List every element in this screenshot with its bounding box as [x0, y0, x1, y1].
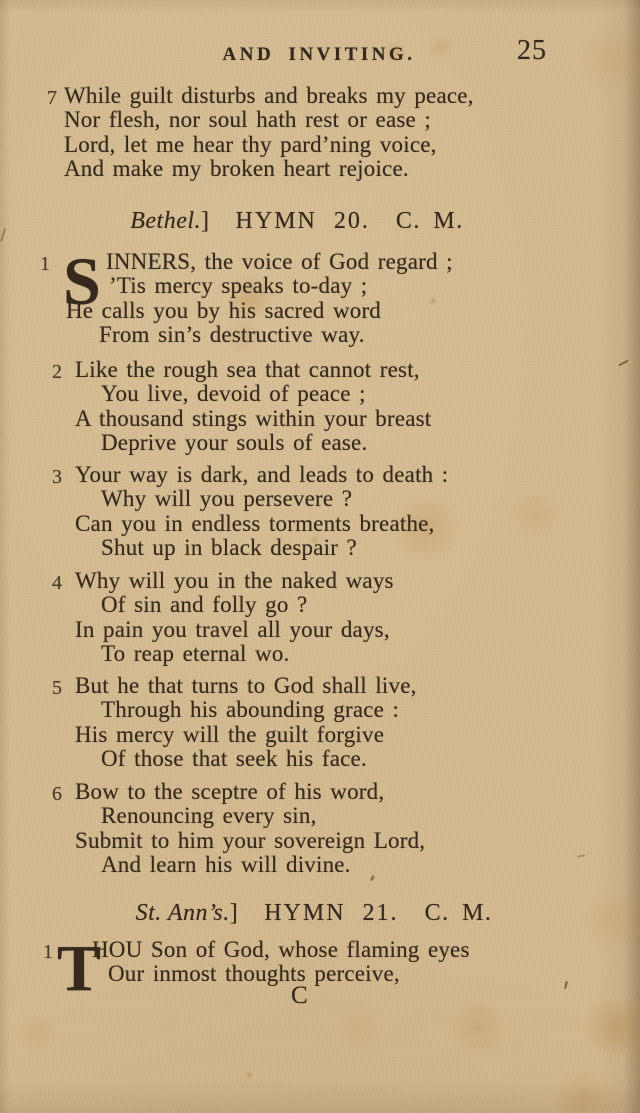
stanza-number: 7	[47, 87, 57, 109]
verse-line: Can you in endless torments breathe,	[75, 510, 435, 536]
tune-bracket: ]	[229, 900, 239, 926]
tune-name: Bethel.	[130, 208, 202, 234]
stanza-number: 1	[40, 253, 50, 275]
hymn-title: HYMN 21.	[264, 900, 399, 926]
verse-line: Like the rough sea that cannot rest,	[75, 357, 420, 382]
verse-line: His mercy will the guilt forgive	[75, 721, 385, 747]
running-title: AND INVITING.	[222, 44, 416, 65]
verse-line: Shut up in black despair ?	[101, 534, 357, 560]
verse-line: Why will you in the naked ways	[75, 568, 394, 593]
tune-bracket: ]	[201, 208, 210, 234]
verse-line: You live, devoid of peace ;	[101, 381, 366, 407]
verse-line: To reap eternal wo.	[101, 640, 290, 666]
verse-line: But he that turns to God shall live,	[75, 673, 417, 698]
signature-mark: C	[291, 982, 308, 1009]
stanza-number: 4	[52, 572, 62, 594]
verse-line: Of sin and folly go ?	[101, 592, 308, 618]
verse-line: HOU Son of God, whose flaming eyes	[92, 937, 470, 962]
stanza-number: 3	[52, 466, 62, 488]
stanza-number: 5	[52, 677, 62, 699]
hymn20-stanza-2	[0, 358, 640, 455]
stanza-number: 1	[43, 941, 53, 963]
hymn20-stanza-3	[0, 463, 640, 560]
verse-line: In pain you travel all your days,	[75, 616, 390, 642]
tune-name-wrap	[130, 208, 209, 235]
verse-line: Your way is dark, and leads to death :	[75, 462, 449, 487]
verse-line: ’Tis mercy speaks to-day ;	[109, 273, 368, 299]
verse-line: Submit to him your sovereign Lord,	[75, 827, 426, 853]
verse-line: Our inmost thoughts perceive,	[108, 961, 400, 987]
verse-line: And make my broken heart rejoice.	[64, 155, 409, 181]
verse-line: Lord, let me hear thy pard’ning voice,	[64, 131, 437, 157]
stanza-number: 6	[52, 783, 62, 805]
verse-line: Deprive your souls of ease.	[101, 429, 368, 455]
hymn-meter: C. M.	[424, 900, 493, 926]
hymn20-stanza-6	[0, 780, 640, 877]
verse-line: And learn his will divine.	[101, 851, 351, 877]
tune-name-wrap	[136, 900, 239, 927]
verse-line: While guilt disturbs and breaks my peace,	[64, 83, 474, 108]
hymn20-stanza-1	[0, 243, 640, 347]
stanza-number: 2	[52, 361, 62, 383]
hymn21-heading	[0, 900, 634, 927]
verse-line: INNERS, the voice of God regard ;	[106, 249, 453, 274]
dropcap-letter: S	[63, 243, 101, 319]
verse-line: From sin’s destructive way.	[99, 321, 365, 347]
tune-name: St. Ann’s.	[135, 900, 230, 926]
verse-line: Renouncing every sin,	[101, 803, 317, 829]
hymn-meter: C. M.	[395, 208, 464, 234]
verse-line: Bow to the sceptre of his word,	[75, 779, 385, 804]
hymn20-heading	[0, 208, 617, 235]
hymn19-stanza-7	[0, 84, 640, 181]
verse-line: A thousand stings within your breast	[75, 405, 432, 431]
page-number: 25	[517, 35, 547, 66]
verse-line: Nor flesh, nor soul hath rest or ease ;	[64, 107, 431, 133]
hymn-title: HYMN 20.	[235, 208, 370, 234]
ink-speck	[370, 875, 375, 882]
dropcap-letter: T	[57, 932, 102, 1005]
hymn21-stanza-1	[0, 932, 640, 1005]
hymn20-stanza-5	[0, 674, 640, 771]
verse-line: Why will you persevere ?	[101, 486, 353, 512]
verse-line: He calls you by his sacred word	[66, 297, 382, 323]
verse-line: Through his abounding grace :	[101, 697, 400, 723]
hymn20-stanza-4	[0, 569, 640, 666]
verse-line: Of those that seek his face.	[101, 745, 367, 771]
